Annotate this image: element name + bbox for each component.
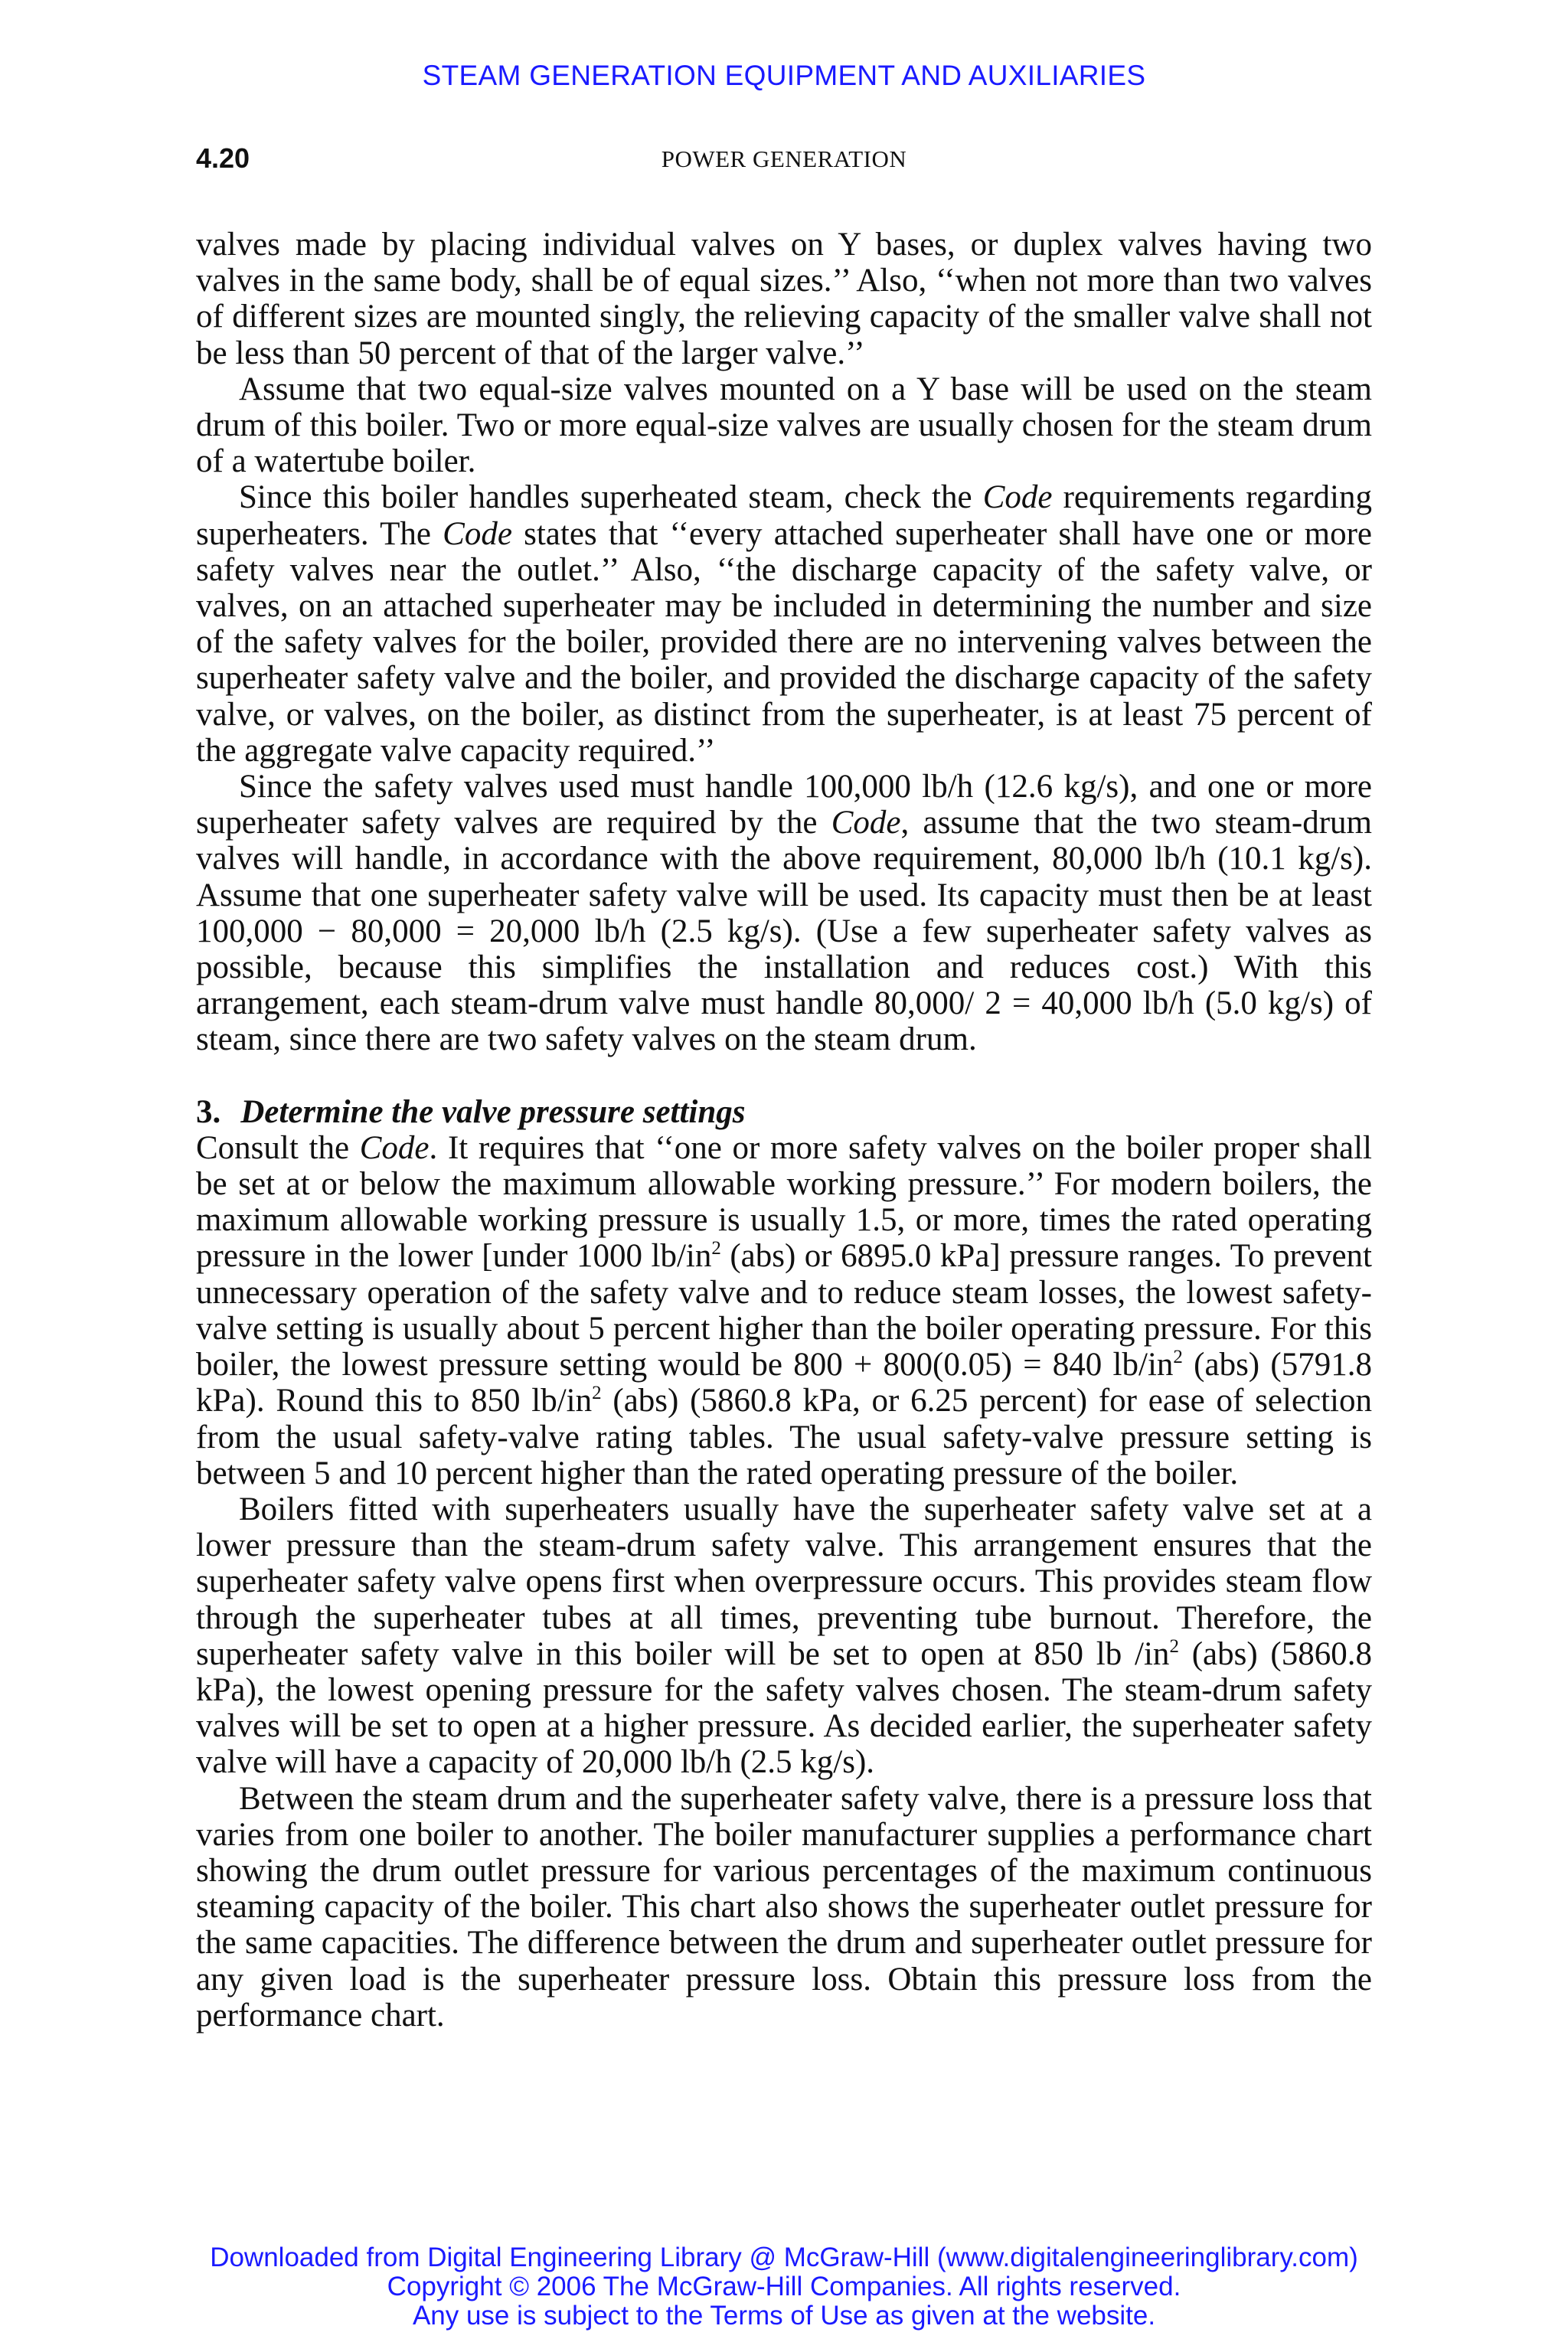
- paragraph-5-text-b: . It requires that ‘‘one or more safety valves on the boiler proper shall be set at or below the maximum allowable working pressure.’’ For modern boilers, the maximum allowable working pressure is usually 1.5, or more, times the rated operating pressure in the lower [under 1000 lb/in: [196, 1129, 1372, 1275]
- superscript: 2: [711, 1238, 721, 1259]
- paragraph-5-text-e: (abs) (5860.8 kPa, or 6.25 percent) for ease of selection from the usual safety-valve rating tables. The usual safety-valve pressure setting is between 5 and 10 percent higher than the rated operating pressure of the boiler.: [196, 1383, 1373, 1491]
- paragraph-4-text-a: Since the safety valves used must handle 100,000 lb/h (12.6 kg/s), and one or more superheater safety valves are required by the: [196, 769, 1372, 841]
- superscript: 2: [1169, 1635, 1179, 1657]
- paragraph-5: [196, 1130, 1372, 1491]
- step-3-heading: [196, 1094, 1372, 1130]
- superscript: 2: [1173, 1346, 1183, 1367]
- paragraph-3-text-a: Since this boiler handles superheated steam, check the: [239, 479, 983, 516]
- paragraph-4-text-b: , assume that the two steam-drum valves will handle, in accordance with the above requirement, 80,000 lb/h (10.1 kg/s). Assume that one superheater safety valve will be used. Its capacity must then be at least 100,000 − 80,000 = 20,000 lb/h (2.5 kg/s). (Use a few superheater safety valves as possible, because this simplifies the installation and reduces cost.) With this arrangement, each steam-drum valve must handle 80,000/ 2 = 40,000 lb/h (5.0 kg/s) of steam, since there are two safety valves on the steam drum.: [196, 805, 1373, 1058]
- paragraph-1: valves made by placing individual valves on Y bases, or duplex valves having two valves in the same body, shall be of equal sizes.’’ Also, ‘‘when not more than two valves of different sizes are mounted singly, the relieving capacity of the smaller valve shall not be less than 50 percent of that of the larger valve.’’: [196, 227, 1372, 371]
- footer-copyright: Copyright © 2006 The McGraw-Hill Companies. All rights reserved.: [387, 2272, 1181, 2301]
- paragraph-5-text-c: (abs) or 6895.0 kPa] pressure ranges. To prevent unnecessary operation of the safety valve and to reduce steam losses, the lowest safety-valve setting is usually about 5 percent higher than the boiler operating pressure. For this boiler, the lowest pressure setting would be 800 + 800(0.05) = 840 lb/in: [196, 1238, 1372, 1383]
- paragraph-4: [196, 769, 1372, 1058]
- paragraph-6-text-a: Boilers fitted with superheaters usually have the superheater safety valve set at a lower pressure than the steam-drum safety valve. This arrangement ensures that the superheater safety valve opens first when overpressure occurs. This provides steam flow through the superheater tubes at all times, preventing tube burnout. Therefore, the superheater safety valve in this boiler will be set to open at 850 lb /in: [196, 1491, 1372, 1672]
- footer-notice: [0, 2243, 1568, 2331]
- paragraph-3-text-b: requirements regarding superheaters. The: [196, 479, 1372, 552]
- chapter-banner: STEAM GENERATION EQUIPMENT AND AUXILIARIES: [422, 60, 1146, 91]
- footer-download-link[interactable]: Downloaded from Digital Engineering Library @ McGraw-Hill (www.digitalengineeringlibrary.com): [210, 2243, 1358, 2272]
- paragraph-6-text-b: (abs) (5860.8 kPa), the lowest opening pressure for the safety valves chosen. The steam-drum safety valves will be set to open at a higher pressure. As decided earlier, the superheater safety valve will have a capacity of 20,000 lb/h (2.5 kg/s).: [196, 1635, 1372, 1781]
- code-term: Code: [443, 515, 512, 552]
- paragraph-7: Between the steam drum and the superheater safety valve, there is a pressure loss that varies from one boiler to another. The boiler manufacturer supplies a performance chart showing the drum outlet pressure for various percentages of the maximum continuous steaming capacity of the boiler. This chart also shows the superheater outlet pressure for the same capacities. The difference between the drum and superheater outlet pressure for any given load is the superheater pressure loss. Obtain this pressure loss from the performance chart.: [196, 1780, 1372, 2034]
- step-number: 3.: [196, 1093, 221, 1130]
- paragraph-2: Assume that two equal-size valves mounted on a Y base will be used on the steam drum of this boiler. Two or more equal-size valves are usually chosen for the steam drum of a watertube boiler.: [196, 371, 1372, 480]
- page-number: 4.20: [196, 142, 250, 174]
- superscript: 2: [592, 1383, 602, 1404]
- body-text: [196, 227, 1372, 2034]
- step-title: Determine the valve pressure settings: [240, 1093, 746, 1130]
- paragraph-3-text-c: states that ‘‘every attached superheater shall have one or more safety valves near the outlet.’’ Also, ‘‘the discharge capacity of the safety valve, or valves, on an attached superheater may be included in determining the number and size of the safety valves for the boiler, provided there are no intervening valves between the superheater safety valve and the boiler, and provided the discharge capacity of the safety valve, or valves, on the boiler, as distinct from the superheater, is at least 75 percent of the aggregate valve capacity required.’’: [196, 515, 1372, 769]
- footer-terms: Any use is subject to the Terms of Use as given at the website.: [412, 2301, 1156, 2331]
- paragraph-3: [196, 479, 1372, 769]
- paragraph-5-text-d: (abs) (5791.8 kPa). Round this to 850 lb/in: [196, 1347, 1372, 1419]
- paragraph-5-text-a: Consult the: [196, 1129, 360, 1166]
- code-term: Code: [982, 479, 1053, 516]
- code-term: Code: [359, 1129, 430, 1166]
- code-term: Code: [831, 805, 901, 841]
- running-header: [196, 142, 1372, 178]
- paragraph-6: [196, 1491, 1372, 1781]
- running-title: POWER GENERATION: [661, 145, 907, 172]
